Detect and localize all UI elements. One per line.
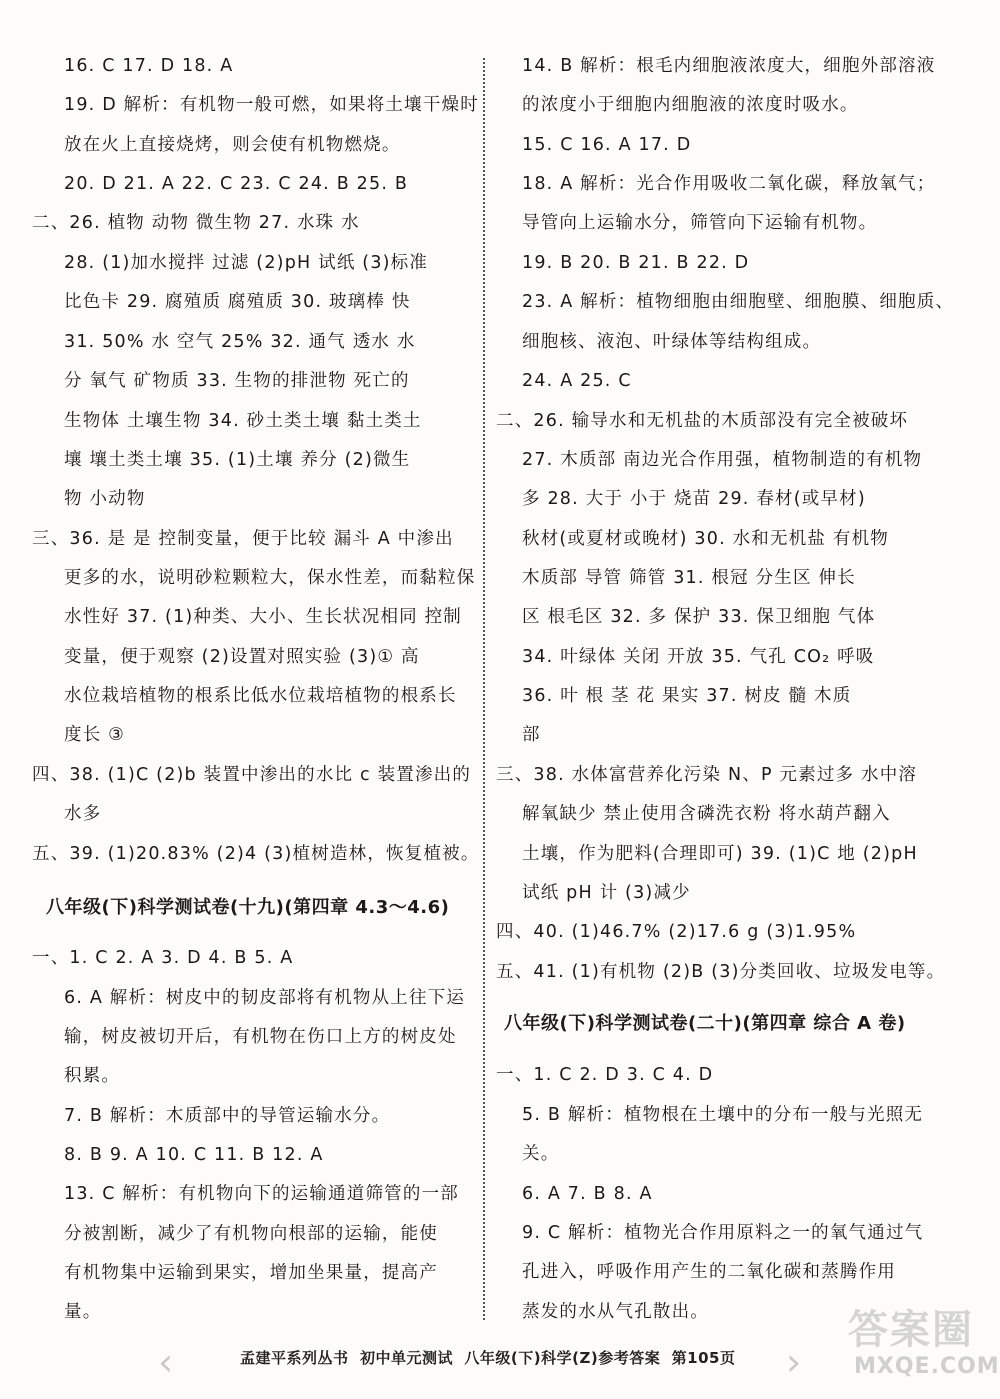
answer-line: 5. B 解析：植物根在土壤中的分布一般与光照无	[522, 1105, 924, 1125]
answer-line: 蒸发的水从气孔散出。	[522, 1302, 709, 1322]
answer-line: 关。	[522, 1144, 560, 1164]
answer-line: 更多的水，说明砂粒颗粒大，保水性差，而黏粒保	[64, 568, 476, 588]
answer-line: 放在火上直接烧烤，则会使有机物燃烧。	[64, 135, 401, 155]
answer-line: 五、41. (1)有机物 (2)B (3)分类回收、垃圾发电等。	[496, 962, 946, 982]
answer-line: 28. (1)加水搅拌 过滤 (2)pH 试纸 (3)标准	[64, 253, 429, 273]
answer-line: 分被割断，减少了有机物向根部的运输，能使	[64, 1224, 438, 1244]
answer-line: 输，树皮被切开后，有机物在伤口上方的树皮处	[64, 1027, 457, 1047]
answer-line: 的浓度小于细胞内细胞液的浓度时吸水。	[522, 95, 859, 115]
answer-line: 二、26. 输导水和无机盐的木质部没有完全被破坏	[496, 411, 909, 431]
answer-line: 秋材(或夏材或晚材) 30. 水和无机盐 有机物	[522, 529, 889, 549]
answer-line: 量。	[64, 1302, 102, 1322]
answer-line: 23. A 解析：植物细胞由细胞壁、细胞膜、细胞质、	[522, 292, 955, 312]
answer-line: 度长 ③	[64, 725, 126, 745]
answer-line: 有机物集中运输到果实，增加坐果量，提高产	[64, 1263, 438, 1283]
answer-line: 三、38. 水体富营养化污染 N、P 元素过多 水中溶	[496, 765, 918, 785]
answer-line: 部	[522, 725, 541, 745]
answer-line: 31. 50% 水 空气 25% 32. 通气 透水 水	[64, 332, 416, 352]
answer-line: 34. 叶绿体 关闭 开放 35. 气孔 CO₂ 呼吸	[522, 647, 875, 667]
answer-line: 试纸 pH 计 (3)减少	[522, 883, 691, 903]
answer-line: 16. C 17. D 18. A	[64, 56, 234, 76]
answer-line: 细胞核、液泡、叶绿体等结构组成。	[522, 332, 822, 352]
answer-line: 土壤，作为肥料(合理即可) 39. (1)C 地 (2)pH	[522, 844, 918, 864]
answer-line: 四、38. (1)C (2)b 装置中渗出的水比 c 装置渗出的	[32, 765, 472, 785]
answer-line: 解氧缺少 禁止使用含磷洗衣粉 将水葫芦翻入	[522, 804, 891, 824]
answer-line: 24. A 25. C	[522, 371, 632, 391]
watermark-text: 答案圈	[848, 1307, 974, 1353]
answer-line: 区 根毛区 32. 多 保护 33. 保卫细胞 气体	[522, 607, 876, 627]
answer-line: 19. B 20. B 21. B 22. D	[522, 253, 750, 273]
footer-caption: 孟建平系列丛书 初中单元测试 八年级(下)科学(Z)参考答案 第105页	[240, 1349, 736, 1367]
answer-line: 孔进入，呼吸作用产生的二氧化碳和蒸腾作用	[522, 1262, 896, 1282]
answer-line: 生物体 土壤生物 34. 砂土类土壤 黏土类土	[64, 411, 422, 431]
answer-line: 9. C 解析：植物光合作用原料之一的氧气通过气	[522, 1223, 924, 1243]
answer-line: 比色卡 29. 腐殖质 腐殖质 30. 玻璃棒 快	[64, 292, 411, 312]
answer-line: 6. A 7. B 8. A	[522, 1184, 653, 1204]
answer-line: 20. D 21. A 22. C 23. C 24. B 25. B	[64, 174, 409, 194]
answer-line: 多 28. 大于 小于 烧苗 29. 春材(或早材)	[522, 489, 866, 509]
answer-line: 18. A 解析：光合作用吸收二氧化碳，释放氧气；	[522, 174, 936, 194]
answer-line: 水多	[64, 804, 102, 824]
answer-line: 8. B 9. A 10. C 11. B 12. A	[64, 1145, 324, 1165]
answer-line: 36. 叶 根 茎 花 果实 37. 树皮 髓 木质	[522, 686, 852, 706]
answer-line: 木质部 导管 筛管 31. 根冠 分生区 伸长	[522, 568, 856, 588]
answer-line: 变量，便于观察 (2)设置对照实验 (3)① 高	[64, 647, 420, 667]
answer-line: 三、36. 是 是 控制变量，便于比较 漏斗 A 中渗出	[32, 529, 454, 549]
answer-line: 二、26. 植物 动物 微生物 27. 水珠 水	[32, 213, 360, 233]
answer-line: 27. 木质部 南边光合作用强，植物制造的有机物	[522, 450, 923, 470]
answer-line: 五、39. (1)20.83% (2)4 (3)植树造林，恢复植被。	[32, 844, 480, 864]
chevron-left-icon[interactable]: ‹	[158, 1340, 174, 1384]
answer-line: 一、1. C 2. D 3. C 4. D	[496, 1065, 714, 1085]
answer-line: 导管向上运输水分，筛管向下运输有机物。	[522, 213, 878, 233]
section-heading: 八年级(下)科学测试卷(十九)(第四章 4.3～4.6)	[46, 897, 450, 918]
column-divider	[483, 58, 485, 1320]
watermark-url: MXQE.COM	[854, 1354, 1000, 1379]
answer-line: 水位栽培植物的根系比低水位栽培植物的根系长	[64, 686, 457, 706]
watermark-logo	[844, 1292, 1000, 1392]
chevron-right-icon[interactable]: ›	[786, 1340, 802, 1384]
answer-line: 14. B 解析：根毛内细胞液浓度大，细胞外部溶液	[522, 56, 936, 76]
answer-line: 四、40. (1)46.7% (2)17.6 g (3)1.95%	[496, 922, 857, 942]
answer-line: 积累。	[64, 1066, 121, 1086]
answer-line: 13. C 解析：有机物向下的运输通道筛管的一部	[64, 1184, 459, 1204]
answer-line: 19. D 解析：有机物一般可燃，如果将土壤干燥时	[64, 95, 479, 115]
answer-line: 分 氧气 矿物质 33. 生物的排泄物 死亡的	[64, 371, 410, 391]
answer-line: 15. C 16. A 17. D	[522, 135, 692, 155]
answer-line: 7. B 解析：木质部中的导管运输水分。	[64, 1106, 391, 1126]
answer-line: 6. A 解析：树皮中的韧皮部将有机物从上往下运	[64, 988, 466, 1008]
answer-line: 一、1. C 2. A 3. D 4. B 5. A	[32, 948, 294, 968]
answer-line: 水性好 37. (1)种类、大小、生长状况相同 控制	[64, 607, 463, 627]
answer-line: 壤 壤土类土壤 35. (1)土壤 养分 (2)微生	[64, 450, 411, 470]
section-heading: 八年级(下)科学测试卷(二十)(第四章 综合 A 卷)	[504, 1013, 906, 1034]
answer-line: 物 小动物	[64, 489, 146, 509]
